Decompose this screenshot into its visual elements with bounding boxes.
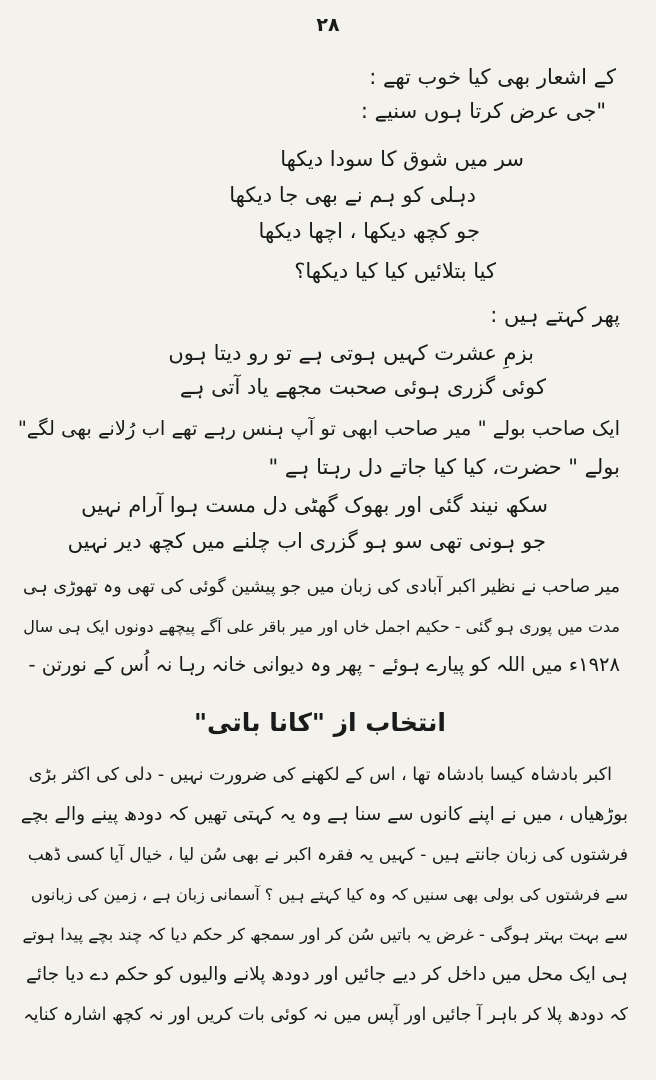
verse-line: جو کچھ دیکھا ، اچھا دیکھا [258, 219, 480, 243]
text-line: کہ دودھ پلا کر باہر آ جائیں اور آپس میں نہ کوئی بات کریں اور نہ کچھ اشارہ کنایہ [23, 1005, 628, 1025]
text-line: اکبر بادشاہ کیسا بادشاہ تھا ، اس کے لکھنے کی ضرورت نہیں - دلی کی اکثر بڑی [28, 765, 612, 785]
verse-line: کوئی گزری ہوئی صحبت مجھے یاد آتی ہے [179, 375, 546, 399]
text-line: ہی ایک محل میں داخل کر دیے جائیں اور دودھ پلانے والیوں کو حکم دے دیا جائے [25, 964, 628, 985]
text-line: "جی عرض کرتا ہوں سنیے : [360, 99, 606, 123]
verse-line: سر میں شوق کا سودا دیکھا [280, 147, 524, 171]
section-heading: انتخاب از "کانا باتی" [194, 708, 446, 737]
verse-line: دہلی کو ہم نے بھی جا دیکھا [229, 183, 476, 207]
verse-line: کیا بتلائیں کیا کیا دیکھا؟ [294, 259, 496, 283]
verse-line: جو ہونی تھی سو ہو گزری اب چلنے میں کچھ دیر نہیں [67, 529, 546, 553]
page-number: ۲۸ [316, 14, 340, 36]
text-line: بولے " حضرت، کیا کیا جاتے دل رہتا ہے " [268, 455, 620, 479]
text-line: فرشتوں کی زبان جانتے ہیں - کہیں یہ فقرہ اکبر نے بھی سُن لیا ، خیال آیا کسی ڈھب [27, 845, 628, 865]
text-line: کے اشعار بھی کیا خوب تھے : [369, 65, 616, 89]
text-line: ۱۹۲۸ء میں اللہ کو پیارے ہوئے - پھر وہ دیوانی خانہ رہا نہ اُس کے نورتن - [28, 653, 620, 676]
verse-line: سکھ نیند گئی اور بھوک گھٹی دل مست ہوا آرام نہیں [81, 493, 548, 517]
text-line: سے بہت بہتر ہوگی - غرض یہ باتیں سُن کر اور سمجھ کر حکم دیا کہ چند بچے پیدا ہوتے [22, 925, 628, 944]
text-line: میر صاحب نے نظیر اکبر آبادی کی زبان میں جو پیشین گوئی کی تھی وہ تھوڑی ہی [22, 577, 620, 597]
verse-line: بزمِ عشرت کہیں ہوتی ہے تو رو دیتا ہوں [168, 341, 534, 365]
text-line: سے فرشتوں کی بولی بھی سنیں کہ وہ کیا کہتے ہیں ؟ آسمانی زبان ہے ، زمین کی زبانوں [30, 885, 628, 904]
text-line: پھر کہتے ہیں : [490, 303, 620, 327]
text-line: ایک صاحب بولے " میر صاحب ابھی تو آپ ہنس رہے تھے اب رُلانے بھی لگے" [17, 417, 620, 440]
text-line: بوڑھیاں ، میں نے اپنے کانوں سے سنا ہے وہ یہ کہتی تھیں کہ دودھ پینے والے بچے [20, 804, 628, 825]
text-line: مدت میں پوری ہو گئی - حکیم اجمل خاں اور میر باقر علی آگے پیچھے دونوں ایک ہی سال [23, 617, 620, 636]
